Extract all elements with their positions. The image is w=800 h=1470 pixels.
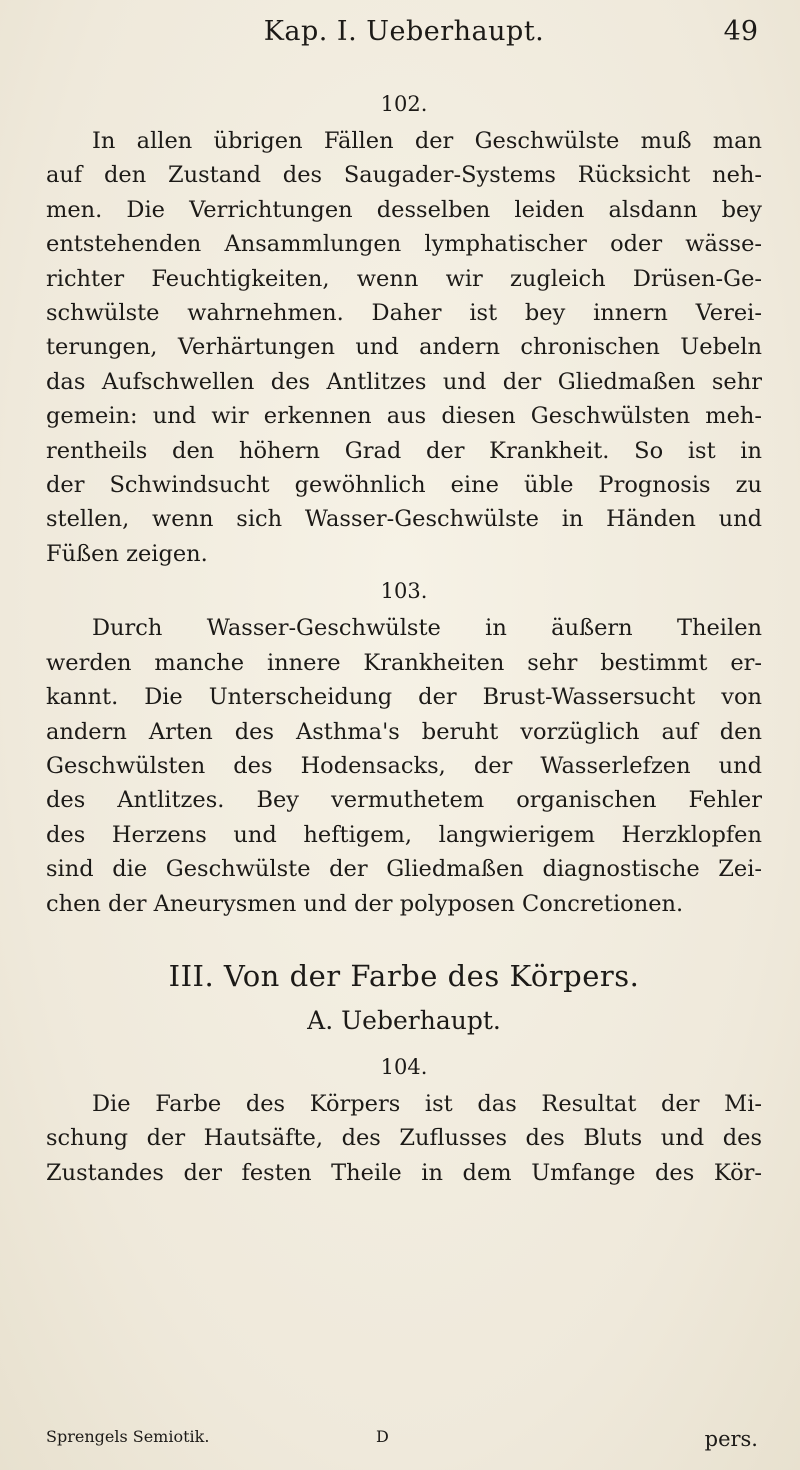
text-line: rentheils den höhern Grad der Krankheit. So ist in xyxy=(46,437,762,464)
text-line: gemein: und wir erkennen aus diesen Geschwülsten meh- xyxy=(46,403,762,430)
running-head xyxy=(46,0,762,84)
page-footer xyxy=(46,1427,762,1455)
text-line: kannt. Die Unterscheidung der Brust-Wassersucht von xyxy=(46,684,762,711)
text-line: werden manche innere Krankheiten sehr bestimmt er- xyxy=(46,649,762,676)
book-signature: Sprengels Semiotik. xyxy=(46,1427,210,1446)
text-line: richter Feuchtigkeiten, wenn wir zugleich Drüsen-Ge- xyxy=(46,265,762,292)
text-line: entstehenden Ansammlungen lymphatischer oder wässe- xyxy=(46,231,762,258)
chapter-heading: III. Von der Farbe des Körpers. xyxy=(168,958,640,993)
sheet-mark: D xyxy=(376,1427,389,1446)
section-number-102: 102. xyxy=(380,92,428,116)
text-line: des Herzens und heftigem, langwierigem Herzklopfen xyxy=(46,821,762,848)
text-line: des Antlitzes. Bey vermuthetem organischen Fehler xyxy=(46,787,762,814)
text-line: stellen, wenn sich Wasser-Geschwülste in Händen und xyxy=(46,506,762,533)
text-line: chen der Aneurysmen und der polyposen Concretionen. xyxy=(46,890,684,917)
paragraph-104 xyxy=(46,1087,762,1190)
text-line: Durch Wasser-Geschwülste in äußern Theilen xyxy=(92,615,762,642)
text-line: schung der Hautsäfte, des Zuflusses des Bluts und des xyxy=(46,1125,762,1152)
text-line: Die Farbe des Körpers ist das Resultat der Mi- xyxy=(92,1090,762,1117)
paragraph-103 xyxy=(46,611,762,921)
text-line: sind die Geschwülste der Gliedmaßen diagnostische Zei- xyxy=(46,856,762,883)
catchword: pers. xyxy=(704,1427,758,1451)
text-line: andern Arten des Asthma's beruht vorzüglich auf den xyxy=(46,718,762,745)
paragraph-102 xyxy=(46,124,762,571)
text-line: terungen, Verhärtungen und andern chronischen Uebeln xyxy=(46,334,762,361)
text-line: der Schwindsucht gewöhnlich eine üble Prognosis zu xyxy=(46,472,762,499)
section-number-103: 103. xyxy=(380,579,428,604)
text-line: Füßen zeigen. xyxy=(46,540,208,567)
text-line: auf den Zustand des Saugader-Systems Rücksicht neh- xyxy=(46,162,762,189)
text-line: Geschwülsten des Hodensacks, der Wasserlefzen und xyxy=(46,752,762,779)
text-line: Zustandes der festen Theile in dem Umfange des Kör- xyxy=(46,1159,762,1186)
text-line: In allen übrigen Fällen der Geschwülste muß man xyxy=(92,128,762,154)
section-number-104: 104. xyxy=(380,1054,428,1079)
text-line: schwülste wahrnehmen. Daher ist bey innern Verei- xyxy=(46,300,762,327)
text-line: das Aufschwellen des Antlitzes und der Gliedmaßen sehr xyxy=(46,368,762,395)
page-number: 49 xyxy=(723,16,758,47)
sub-heading: A. Ueberhaupt. xyxy=(307,1005,501,1035)
chapter-running-title: Kap. I. Ueberhaupt. xyxy=(263,16,545,47)
text-line: men. Die Verrichtungen desselben leiden alsdann bey xyxy=(46,196,762,223)
